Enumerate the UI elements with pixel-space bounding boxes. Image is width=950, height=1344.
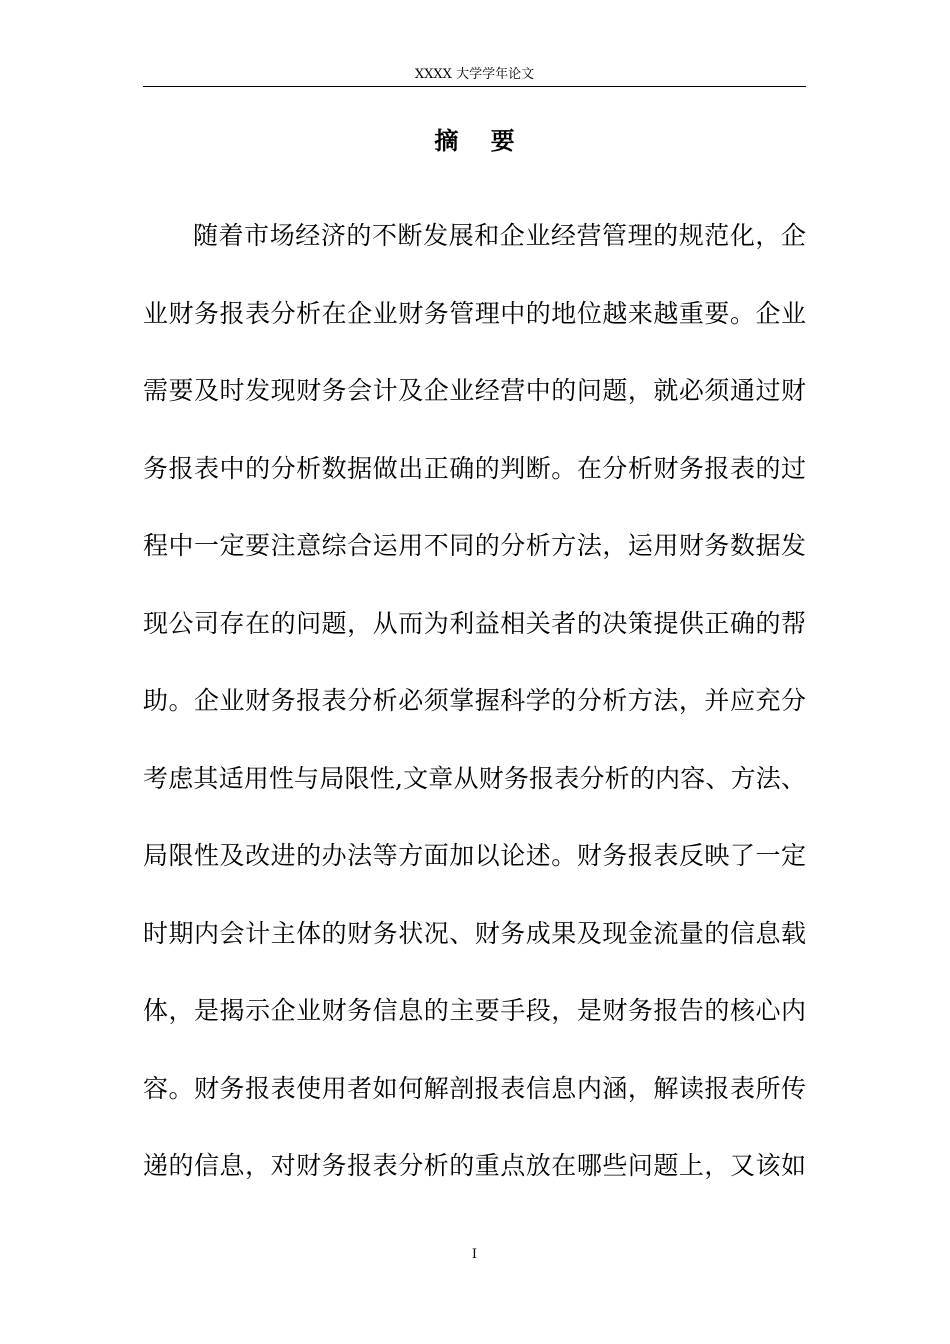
- abstract-title: 摘 要: [434, 126, 527, 155]
- abstract-line: 助。企业财务报表分析必须掌握科学的分析方法，并应充分: [143, 686, 806, 715]
- abstract-line: 需要及时发现财务会计及企业经营中的问题，就必须通过财: [143, 376, 806, 405]
- abstract-line: 局限性及改进的办法等方面加以论述。财务报表反映了一定: [143, 841, 806, 870]
- abstract-line: 现公司存在的问题，从而为利益相关者的决策提供正确的帮: [143, 608, 806, 638]
- abstract-line: 容。财务报表使用者如何解剖报表信息内涵，解读报表所传: [143, 1073, 806, 1103]
- abstract-line: 随着市场经济的不断发展和企业经营管理的规范化，企: [193, 221, 806, 250]
- page-header: XXXX 大学学年论文: [143, 66, 806, 87]
- abstract-line: 考虑其适用性与局限性,文章从财务报表分析的内容、方法、: [143, 763, 806, 793]
- abstract-line: 递的信息，对财务报表分析的重点放在哪些问题上，又该如: [143, 1151, 806, 1180]
- abstract-line: 时期内会计主体的财务状况、财务成果及现金流量的信息载: [143, 918, 806, 948]
- abstract-line: 业财务报表分析在企业财务管理中的地位越来越重要。企业: [143, 298, 806, 328]
- abstract-line: 务报表中的分析数据做出正确的判断。在分析财务报表的过: [143, 453, 806, 483]
- page-number: I: [471, 1247, 478, 1262]
- abstract-body: [143, 197, 806, 1205]
- abstract-line: 程中一定要注意综合运用不同的分析方法，运用财务数据发: [143, 531, 806, 560]
- abstract-line: 体，是揭示企业财务信息的主要手段，是财务报告的核心内: [143, 996, 806, 1025]
